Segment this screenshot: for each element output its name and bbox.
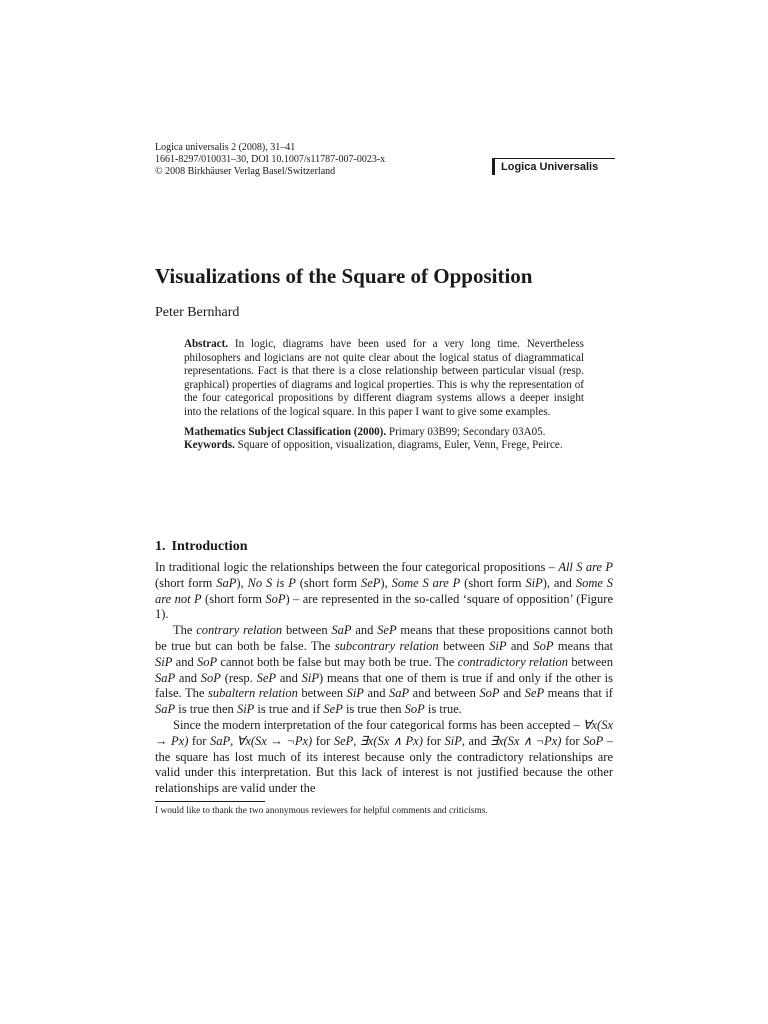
text-run: contradictory relation xyxy=(457,654,569,669)
text-run: SaP xyxy=(155,670,176,685)
text-run: SiP xyxy=(444,733,462,748)
text-run: – the square has lost much of its interest because only the contradictory relationships are valid under this interpretation. But this lack of interest is not justified because the other relationships are valid under the xyxy=(155,733,614,796)
text-run: is true and if xyxy=(254,702,324,717)
body-paragraph xyxy=(155,718,613,797)
text-run: SoP xyxy=(583,733,604,748)
text-run: SoP xyxy=(533,638,554,653)
text-run: (short form xyxy=(201,591,266,606)
text-run: means that xyxy=(553,638,613,653)
journal-brand: Logica Universalis xyxy=(492,158,615,175)
keywords-paragraph xyxy=(184,439,584,453)
text-run: Some S are P xyxy=(391,575,461,590)
text-run: SeP xyxy=(524,686,545,701)
text-run: In traditional logic the relationships between the four categorical propositions – xyxy=(155,560,559,574)
text-run: subcontrary relation xyxy=(334,638,439,653)
text-run: and xyxy=(506,638,534,653)
text-run: SoP xyxy=(265,591,286,606)
text-run: No S is P xyxy=(247,575,296,590)
body-paragraph xyxy=(155,560,613,623)
text-run: (short form xyxy=(460,575,526,590)
text-run: SoP xyxy=(404,702,425,717)
text-run: for xyxy=(561,733,584,748)
text-run: and between xyxy=(409,686,480,701)
text-run: for xyxy=(312,733,334,748)
text-run: SiP xyxy=(346,686,364,701)
formula: ∃x(Sx ∧ Px) xyxy=(359,733,423,748)
text-run: and xyxy=(351,623,378,638)
text-run: ) – are represented in the so-called ‘square of opposition’ (Figure 1). xyxy=(155,591,614,622)
text-run: is true then xyxy=(175,702,237,717)
text-run: ), xyxy=(380,575,392,590)
text-run: and xyxy=(172,654,197,669)
text-run: SeP xyxy=(377,623,397,638)
text-run: SeP xyxy=(333,733,354,748)
body-text xyxy=(155,560,613,797)
text-run: for xyxy=(422,733,445,748)
text-run: , xyxy=(230,733,237,748)
text-run: SaP xyxy=(389,686,410,701)
formula: ∃x(Sx ∧ ¬Px) xyxy=(490,733,562,748)
footnote: I would like to thank the two anonymous reviewers for helpful comments and criticisms. xyxy=(155,806,488,816)
text-run: SaP xyxy=(155,702,176,717)
text-run: SeP xyxy=(360,575,381,590)
text-run: and xyxy=(499,686,525,701)
text-run: between xyxy=(297,686,347,701)
text-run: means that these propositions cannot both be true but can both be false. The xyxy=(155,623,613,653)
text-run: ), xyxy=(236,575,248,590)
text-run: Some S are not P xyxy=(155,575,614,606)
doi-line: 1661-8297/010031–30, DOI 10.1007/s11787-007-0023-x xyxy=(155,154,386,165)
text-run: The xyxy=(173,623,197,638)
text-run: , xyxy=(353,733,360,748)
text-run: SiP xyxy=(301,670,320,685)
text-run: SeP xyxy=(256,670,277,685)
text-run: subaltern relation xyxy=(207,686,298,701)
text-run: and xyxy=(363,686,390,701)
abstract-label: Abstract. xyxy=(184,338,229,350)
text-run: ) means that one of them is true if and only if the other is false. The xyxy=(155,670,613,701)
text-run: SeP xyxy=(323,702,343,717)
abstract-block xyxy=(184,338,584,459)
text-run: SaP xyxy=(216,575,237,590)
text-run: ), and xyxy=(542,575,576,590)
msc-label: Mathematics Subject Classification (2000). xyxy=(184,425,387,438)
formula: ∀x(Sx → ¬Px) xyxy=(236,733,313,748)
text-run: for xyxy=(188,733,210,748)
section-heading xyxy=(155,539,247,555)
text-run: (short form xyxy=(295,575,361,590)
section-number: 1. xyxy=(155,539,166,554)
text-run: and xyxy=(175,670,201,685)
formula: ∀x(Sx → Px) xyxy=(155,717,613,748)
keywords-text: Square of opposition, visualization, diagrams, Euler, Venn, Frege, Peirce. xyxy=(237,439,563,452)
keywords-label: Keywords. xyxy=(184,439,235,452)
text-run: , and xyxy=(461,733,491,748)
text-run: SiP xyxy=(236,702,255,717)
text-run: is true then xyxy=(342,702,405,717)
text-run: SoP xyxy=(479,686,500,701)
text-run: (short form xyxy=(155,575,217,590)
text-run: (resp. xyxy=(220,670,257,685)
text-run: and xyxy=(276,670,302,685)
text-run: cannot both be false but may both be true. The xyxy=(217,654,458,669)
text-run: between xyxy=(282,623,332,638)
footnote-rule xyxy=(155,801,265,802)
text-run: SaP xyxy=(331,623,352,638)
text-run: contrary relation xyxy=(196,623,283,638)
citation-line: Logica universalis 2 (2008), 31–41 xyxy=(155,142,296,153)
author-name: Peter Bernhard xyxy=(155,305,240,320)
copyright-line: © 2008 Birkhäuser Verlag Basel/Switzerland xyxy=(155,166,336,177)
msc-paragraph xyxy=(184,426,584,440)
text-run: SoP xyxy=(197,654,218,669)
text-run: between xyxy=(438,638,490,653)
text-run: SiP xyxy=(489,638,507,653)
text-run: between xyxy=(568,654,613,669)
text-run: SiP xyxy=(525,575,543,590)
text-run: SoP xyxy=(200,670,221,685)
text-run: SiP xyxy=(155,654,173,669)
text-run: Since the modern interpretation of the four categorical forms has been accepted – xyxy=(173,717,583,732)
body-paragraph xyxy=(155,623,613,718)
abstract-text: In logic, diagrams have been used for a very long time. Nevertheless philosophers and logicians are not quite clear about the logical status of diagrammatical representations. Fact is that there is a close relationship between particular visual (resp. graphical) properties of diagrams and logical properties. This is why the representation of the four categorical propositions by different diagram systems allows a deeper insight into the relations of the logical square. In this paper I want to give some examples. xyxy=(184,338,585,418)
text-run: SaP xyxy=(210,733,231,748)
paper-title: Visualizations of the Square of Opposition xyxy=(155,264,533,288)
text-run: All S are P xyxy=(558,560,613,574)
abstract-paragraph xyxy=(184,338,584,420)
section-title: Introduction xyxy=(171,539,248,554)
text-run: is true. xyxy=(424,702,462,717)
journal-header xyxy=(155,142,615,182)
text-run: means that if xyxy=(544,686,613,701)
msc-text: Primary 03B99; Secondary 03A05. xyxy=(388,425,546,438)
